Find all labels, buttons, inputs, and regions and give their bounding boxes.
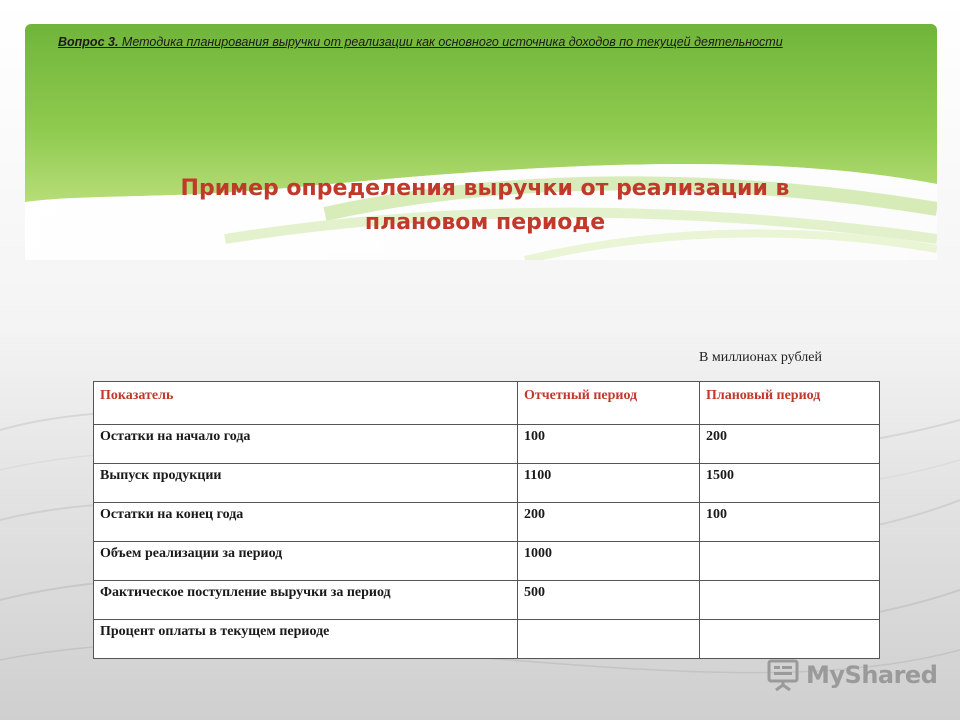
planned-value xyxy=(700,620,880,659)
table-header-row xyxy=(94,382,880,425)
planned-value: 200 xyxy=(700,425,880,464)
table-row xyxy=(94,464,880,503)
header-indicator: Показатель xyxy=(94,382,518,425)
planned-value: 100 xyxy=(700,503,880,542)
reporting-value: 100 xyxy=(518,425,700,464)
units-note: В миллионах рублей xyxy=(699,350,822,365)
row-label: Фактическое поступление выручки за период xyxy=(94,581,518,620)
table-row xyxy=(94,503,880,542)
reporting-value xyxy=(518,620,700,659)
row-label: Процент оплаты в текущем периоде xyxy=(94,620,518,659)
presentation-board-icon xyxy=(766,658,800,692)
table-row xyxy=(94,620,880,659)
table-row xyxy=(94,425,880,464)
question-heading xyxy=(58,33,838,51)
reporting-value: 1100 xyxy=(518,464,700,503)
row-label: Остатки на начало года xyxy=(94,425,518,464)
row-label: Остатки на конец года xyxy=(94,503,518,542)
header-planned-period: Плановый период xyxy=(700,382,880,425)
header-reporting-period: Отчетный период xyxy=(518,382,700,425)
watermark xyxy=(766,655,937,695)
table-row xyxy=(94,581,880,620)
reporting-value: 1000 xyxy=(518,542,700,581)
planned-value xyxy=(700,581,880,620)
row-label: Объем реализации за период xyxy=(94,542,518,581)
revenue-table xyxy=(93,381,880,659)
reporting-value: 500 xyxy=(518,581,700,620)
planned-value: 1500 xyxy=(700,464,880,503)
slide-title: Пример определения выручки от реализации в плановом периоде xyxy=(180,176,790,235)
watermark-text: MyShared xyxy=(806,661,938,689)
row-label: Выпуск продукции xyxy=(94,464,518,503)
planned-value xyxy=(700,542,880,581)
question-label: Вопрос 3. xyxy=(58,35,119,49)
reporting-value: 200 xyxy=(518,503,700,542)
table-row xyxy=(94,542,880,581)
question-text: Методика планирования выручки от реализации как основного источника доходов по текущей деятельности xyxy=(121,35,783,49)
